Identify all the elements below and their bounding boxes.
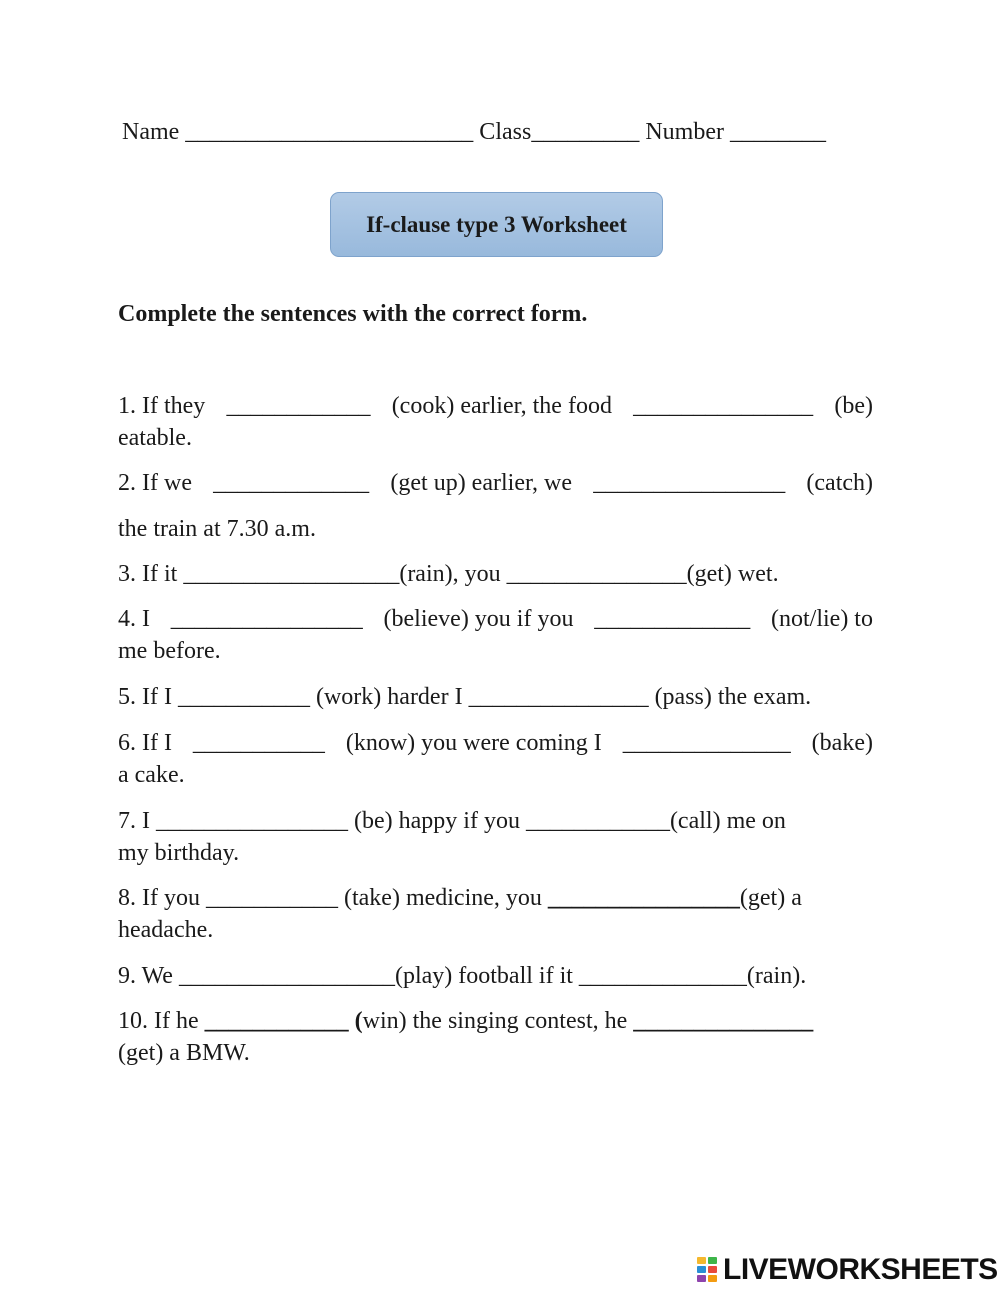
worksheet-title bbox=[330, 192, 663, 257]
q4-text-c: (not/lie) to bbox=[771, 606, 873, 632]
q3-line1: 3. If it __________________(rain), you _______________(get) wet. bbox=[118, 561, 779, 587]
q10-text-a: 10. If he bbox=[118, 1008, 205, 1034]
q6-blank-2[interactable]: ______________ bbox=[622, 730, 791, 756]
q8-text-a: 8. If you ___________ (take) medicine, you bbox=[118, 885, 548, 911]
q4-text-a: 4. I bbox=[118, 606, 150, 632]
q1-text-b: (cook) earlier, the food bbox=[391, 393, 612, 419]
question-1 bbox=[118, 390, 873, 454]
q10-line2: (get) a BMW. bbox=[118, 1040, 250, 1066]
q4-blank-1[interactable]: ________________ bbox=[170, 606, 363, 632]
liveworksheets-logo-text: LIVEWORKSHEETS bbox=[723, 1253, 998, 1286]
q2-text-c: (catch) bbox=[806, 470, 873, 496]
question-6 bbox=[118, 727, 873, 791]
q10-text-c: win) the singing contest, he bbox=[362, 1008, 634, 1034]
q1-text-c: (be) bbox=[834, 393, 873, 419]
q6-line2: a cake. bbox=[118, 762, 185, 788]
q10-blank-1[interactable]: ____________ ( bbox=[204, 1008, 363, 1034]
question-8 bbox=[118, 882, 873, 946]
q6-text-a: 6. If I bbox=[118, 730, 172, 756]
q10-blank-2[interactable]: _______________ bbox=[633, 1008, 814, 1034]
question-10 bbox=[118, 1005, 873, 1069]
question-9 bbox=[118, 960, 873, 992]
liveworksheets-logo-icon bbox=[697, 1257, 719, 1283]
question-3 bbox=[118, 558, 873, 590]
q4-text-b: (believe) you if you bbox=[383, 606, 574, 632]
q1-text-a: 1. If they bbox=[118, 393, 206, 419]
q7-line1: 7. I ________________ (be) happy if you ____________(call) me on bbox=[118, 808, 786, 834]
question-4 bbox=[118, 603, 873, 667]
q8-line2: headache. bbox=[118, 917, 214, 943]
q4-blank-2[interactable]: _____________ bbox=[594, 606, 751, 632]
q2-text-a: 2. If we bbox=[118, 470, 192, 496]
q1-blank-2[interactable]: _______________ bbox=[633, 393, 814, 419]
worksheet-title-text: If-clause type 3 Worksheet bbox=[366, 211, 627, 237]
q8-text-c: (get) a bbox=[739, 885, 802, 911]
liveworksheets-logo[interactable] bbox=[697, 1254, 998, 1286]
q2-text-b: (get up) earlier, we bbox=[390, 470, 572, 496]
q2-blank-2[interactable]: ________________ bbox=[593, 470, 786, 496]
q4-line2: me before. bbox=[118, 638, 221, 664]
q6-blank-1[interactable]: ___________ bbox=[192, 730, 325, 756]
question-7 bbox=[118, 805, 873, 869]
q2-blank-1[interactable]: _____________ bbox=[213, 470, 370, 496]
q1-blank-1[interactable]: ____________ bbox=[226, 393, 371, 419]
q1-line2: eatable. bbox=[118, 425, 192, 451]
q9-line1: 9. We __________________(play) football if it ______________(rain). bbox=[118, 963, 807, 989]
q6-text-c: (bake) bbox=[811, 730, 873, 756]
q6-text-b: (know) you were coming I bbox=[345, 730, 602, 756]
instructions: Complete the sentences with the correct form. bbox=[118, 301, 588, 327]
q8-blank-bold[interactable]: ________________ bbox=[547, 885, 740, 911]
q2-line2: the train at 7.30 a.m. bbox=[118, 516, 316, 542]
question-2 bbox=[118, 467, 873, 545]
question-5 bbox=[118, 681, 873, 713]
q5-line1: 5. If I ___________ (work) harder I _______________ (pass) the exam. bbox=[118, 684, 812, 710]
student-info-line: Name ________________________ Class_________ Number ________ bbox=[122, 119, 826, 145]
q7-line2: my birthday. bbox=[118, 840, 240, 866]
